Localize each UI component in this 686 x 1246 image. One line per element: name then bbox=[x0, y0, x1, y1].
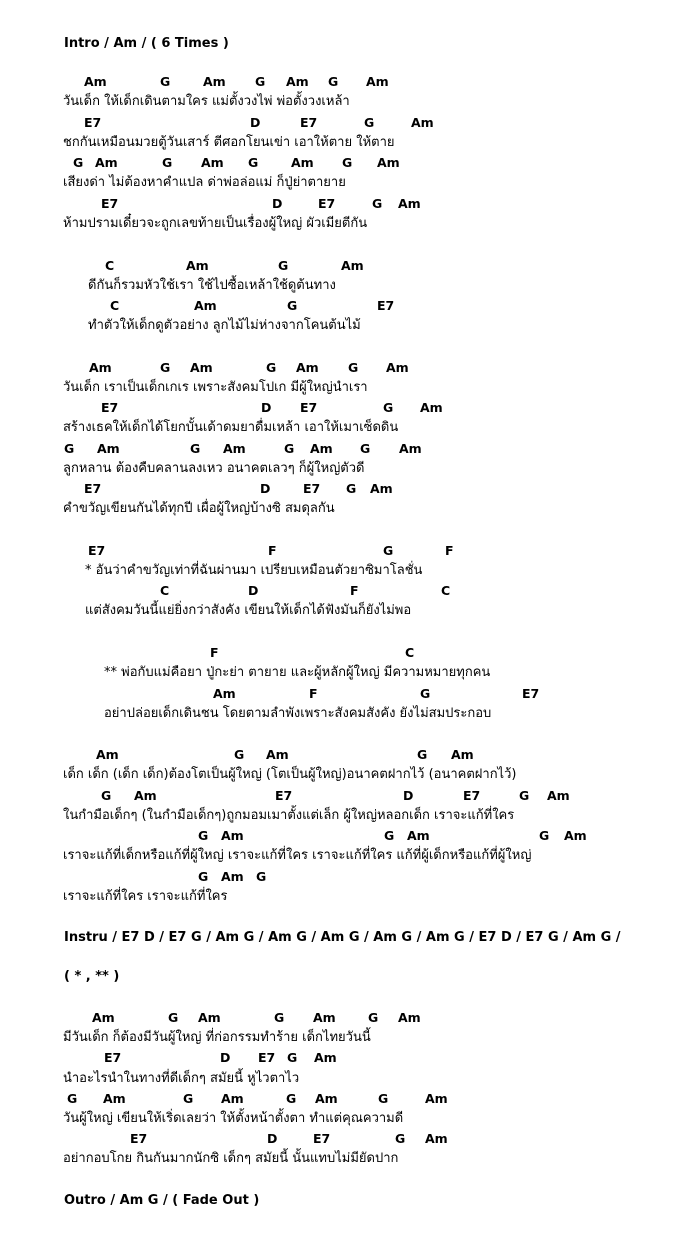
chord-label: D bbox=[220, 1050, 231, 1065]
chord-label: E7 bbox=[275, 788, 293, 803]
chord-label: D bbox=[403, 788, 414, 803]
chord-label: G bbox=[417, 747, 428, 762]
chord-label: Am bbox=[190, 360, 213, 375]
lyric-line: มีวันเด็ก ก็ต้องมีวันผู้ใหญ่ ที่ก่อกรรมทำร้าย เด็กไทยวันนี้ bbox=[63, 1030, 371, 1045]
chord-label: G bbox=[328, 74, 339, 89]
chord-label: Am bbox=[451, 747, 474, 762]
chord-label: G bbox=[67, 1091, 78, 1106]
chord-label: Am bbox=[386, 360, 409, 375]
chord-label: Am bbox=[186, 258, 209, 273]
chord-label: E7 bbox=[522, 686, 540, 701]
lyric-line: วันเด็ก เราเป็นเด็กเกเร เพราะสังคมโปเก มีผู้ใหญ่นำเรา bbox=[63, 380, 368, 395]
chord-label: G bbox=[383, 400, 394, 415]
chord-label: E7 bbox=[300, 400, 318, 415]
lyric-line: ** พ่อกับแม่คือยา ปู่กะย่า ตายาย และผู้หลักผู้ใหญ่ มีความหมายทุกคน bbox=[104, 665, 491, 680]
chord-label: E7 bbox=[101, 400, 119, 415]
chord-label: Am bbox=[398, 1010, 421, 1025]
lyric-line: วันเด็ก ให้เด็กเดินตามใคร แม่ตั้งวงไพ่ พ่อตั้งวงเหล้า bbox=[63, 94, 350, 109]
chord-label: G bbox=[384, 828, 395, 843]
chord-label: E7 bbox=[300, 115, 318, 130]
chord-label: G bbox=[342, 155, 353, 170]
chord-label: Am bbox=[194, 298, 217, 313]
chord-label: Am bbox=[296, 360, 319, 375]
chord-label: G bbox=[284, 441, 295, 456]
chord-label: E7 bbox=[130, 1131, 148, 1146]
chord-label: D bbox=[267, 1131, 278, 1146]
chord-label: E7 bbox=[84, 481, 102, 496]
chord-label: G bbox=[383, 543, 394, 558]
chord-label: E7 bbox=[258, 1050, 276, 1065]
chord-label: G bbox=[519, 788, 530, 803]
chord-label: Am bbox=[134, 788, 157, 803]
chord-label: E7 bbox=[104, 1050, 122, 1065]
chord-label: Am bbox=[564, 828, 587, 843]
lyric-line: เสียงด่า ไม่ต้องหาคำแปล ด่าพ่อล่อแม่ ก็ปู่ย่าตายาย bbox=[63, 175, 346, 190]
chord-label: G bbox=[190, 441, 201, 456]
chord-label: G bbox=[101, 788, 112, 803]
chord-label: G bbox=[287, 1050, 298, 1065]
chord-label: G bbox=[286, 1091, 297, 1106]
chord-label: E7 bbox=[318, 196, 336, 211]
chord-label: Am bbox=[315, 1091, 338, 1106]
chord-label: C bbox=[405, 645, 415, 660]
chord-label: G bbox=[278, 258, 289, 273]
outro-line: Outro / Am G / ( Fade Out ) bbox=[64, 1193, 260, 1208]
chord-label: E7 bbox=[88, 543, 106, 558]
chord-label: Am bbox=[313, 1010, 336, 1025]
chord-label: Am bbox=[366, 74, 389, 89]
chord-label: C bbox=[441, 583, 451, 598]
chord-label: G bbox=[183, 1091, 194, 1106]
lyric-line: ชกกันเหมือนมวยตู้วันเสาร์ ตีศอกโยนเข่า เอาให้ตาย ให้ตาย bbox=[63, 135, 395, 150]
chord-label: G bbox=[395, 1131, 406, 1146]
lyric-line: แต่สังคมวันนี้แย่ยิ่งกว่าสังคัง เขียนให้เด็กได้ฟังมันก็ยังไม่พอ bbox=[85, 603, 412, 618]
chord-label: G bbox=[162, 155, 173, 170]
chord-label: Am bbox=[425, 1131, 448, 1146]
chord-label: E7 bbox=[313, 1131, 331, 1146]
chord-label: Am bbox=[221, 828, 244, 843]
chord-label: G bbox=[64, 441, 75, 456]
chord-label: Am bbox=[407, 828, 430, 843]
chord-label: Am bbox=[96, 747, 119, 762]
chord-label: D bbox=[272, 196, 283, 211]
chord-label: C bbox=[110, 298, 120, 313]
chord-label: Am bbox=[377, 155, 400, 170]
chord-label: Am bbox=[370, 481, 393, 496]
chord-label: Am bbox=[103, 1091, 126, 1106]
chord-label: D bbox=[248, 583, 259, 598]
lyric-line: อย่ากอบโกย กินกันมากนักซิ เด็กๆ สมัยนี้ นั้นแทบไม่มียัดปาก bbox=[63, 1151, 399, 1166]
chord-label: Am bbox=[266, 747, 289, 762]
chord-label: G bbox=[348, 360, 359, 375]
chord-label: G bbox=[73, 155, 84, 170]
chord-label: G bbox=[234, 747, 245, 762]
chord-label: G bbox=[368, 1010, 379, 1025]
chord-label: Am bbox=[314, 1050, 337, 1065]
chord-label: G bbox=[274, 1010, 285, 1025]
chord-label: G bbox=[256, 869, 267, 884]
chord-label: G bbox=[372, 196, 383, 211]
chord-label: Am bbox=[89, 360, 112, 375]
chord-label: E7 bbox=[84, 115, 102, 130]
chord-label: G bbox=[346, 481, 357, 496]
chord-label: G bbox=[160, 74, 171, 89]
chord-label: Am bbox=[203, 74, 226, 89]
lyric-line: ในกำมือเด็กๆ (ในกำมือเด็กๆ)ถูกมอมเมาตั้งแต่เล็ก ผู้ใหญ่หลอกเด็ก เราจะแก้ที่ใคร bbox=[63, 808, 515, 823]
lyric-line: นำอะไรนำในทางที่ดีเด็กๆ สมัยนี้ หูไวตาไว bbox=[63, 1071, 300, 1086]
lyric-line: คำขวัญเขียนกันได้ทุกปี เผื่อผู้ใหญ่บ้างซิ สมดุลกัน bbox=[63, 501, 335, 516]
chord-label: F bbox=[268, 543, 277, 558]
chord-label: Am bbox=[547, 788, 570, 803]
intro-line: Intro / Am / ( 6 Times ) bbox=[64, 36, 229, 51]
chord-label: Am bbox=[221, 869, 244, 884]
chord-label: D bbox=[261, 400, 272, 415]
chord-label: E7 bbox=[463, 788, 481, 803]
instrumental-line: Instru / E7 D / E7 G / Am G / Am G / Am G / Am G / Am G / E7 D / E7 G / Am G / bbox=[64, 930, 621, 945]
lyric-line: วันผู้ใหญ่ เขียนให้เริ่ดเลยว่า ให้ตั้งหน้าตั้งตา ทำแต่คุณความดี bbox=[63, 1111, 404, 1126]
lyric-line: ห้ามปรามเดี๋ยวจะถูกเลขท้ายเป็นเรื่องผู้ใหญ่ ผัวเมียตีกัน bbox=[63, 216, 368, 231]
chord-label: Am bbox=[291, 155, 314, 170]
chord-label: D bbox=[250, 115, 261, 130]
chord-label: E7 bbox=[303, 481, 321, 496]
chord-label: Am bbox=[399, 441, 422, 456]
chord-label: G bbox=[168, 1010, 179, 1025]
chord-label: G bbox=[539, 828, 550, 843]
chord-label: Am bbox=[425, 1091, 448, 1106]
chord-label: C bbox=[105, 258, 115, 273]
chord-label: Am bbox=[198, 1010, 221, 1025]
chord-label: E7 bbox=[377, 298, 395, 313]
chord-label: Am bbox=[223, 441, 246, 456]
chord-label: G bbox=[198, 869, 209, 884]
chord-label: F bbox=[350, 583, 359, 598]
chord-label: Am bbox=[310, 441, 333, 456]
chord-label: Am bbox=[84, 74, 107, 89]
chord-label: G bbox=[287, 298, 298, 313]
chord-label: Am bbox=[221, 1091, 244, 1106]
chord-label: F bbox=[309, 686, 318, 701]
chord-label: G bbox=[160, 360, 171, 375]
lyric-line: สร้างเธคให้เด็กได้โยกบั้นเด้าดมยาดื่มเหล้า เอาให้เมาเซ็ดดิน bbox=[63, 420, 399, 435]
lyric-line: ลูกหลาน ต้องคืบคลานลงเหว อนาคตเลวๆ ก็ผู้ใหญ่ตัวดี bbox=[63, 461, 365, 476]
chord-label: Am bbox=[420, 400, 443, 415]
lyric-line: ทำตัวให้เด็กดูตัวอย่าง ลูกไม้ไม่ห่างจากโคนต้นไม้ bbox=[88, 318, 361, 333]
chord-label: C bbox=[160, 583, 170, 598]
chord-label: G bbox=[360, 441, 371, 456]
chord-label: G bbox=[420, 686, 431, 701]
chord-label: Am bbox=[286, 74, 309, 89]
lyric-line: เด็ก เด็ก (เด็ก เด็ก)ต้องโตเป็นผู้ใหญ่ (โตเป็นผู้ใหญ่)อนาคตฝากไว้ (อนาคตฝากไว้) bbox=[63, 767, 517, 782]
chord-label: Am bbox=[398, 196, 421, 211]
chord-label: Am bbox=[92, 1010, 115, 1025]
lyric-line: ดีกันก็รวมหัวใช้เรา ใช้ไปซื้อเหล้าใช้ดูต้นทาง bbox=[88, 278, 336, 293]
lyric-line: เราจะแก้ที่เด็กหรือแก้ที่ผู้ใหญ่ เราจะแก้ที่ใคร เราจะแก้ที่ใคร แก้ที่ผู้เด็กหรือแก้ที่ผู้ใหญ่ bbox=[63, 848, 532, 863]
chord-label: Am bbox=[213, 686, 236, 701]
lyric-line: อย่าปล่อยเด็กเดินชน โดยตามลำพังเพราะสังคมสังคัง ยังไม่สมประกอบ bbox=[104, 706, 492, 721]
chord-label: G bbox=[364, 115, 375, 130]
chord-label: Am bbox=[97, 441, 120, 456]
chord-label: G bbox=[248, 155, 259, 170]
chord-label: G bbox=[255, 74, 266, 89]
chord-label: E7 bbox=[101, 196, 119, 211]
chord-label: Am bbox=[341, 258, 364, 273]
chord-label: Am bbox=[95, 155, 118, 170]
chord-label: Am bbox=[201, 155, 224, 170]
lyric-line: เราจะแก้ที่ใคร เราจะแก้ที่ใคร bbox=[63, 889, 228, 904]
chord-label: Am bbox=[411, 115, 434, 130]
lyric-line: * อันว่าคำขวัญเท่าที่ฉันผ่านมา เปรียบเหมือนตัวยาซิมาโลชั่น bbox=[85, 563, 423, 578]
chord-label: G bbox=[378, 1091, 389, 1106]
chord-label: F bbox=[445, 543, 454, 558]
repeat-marker: ( * , ** ) bbox=[64, 969, 120, 984]
chord-label: F bbox=[210, 645, 219, 660]
chord-label: D bbox=[260, 481, 271, 496]
chord-label: G bbox=[198, 828, 209, 843]
chord-label: G bbox=[266, 360, 277, 375]
